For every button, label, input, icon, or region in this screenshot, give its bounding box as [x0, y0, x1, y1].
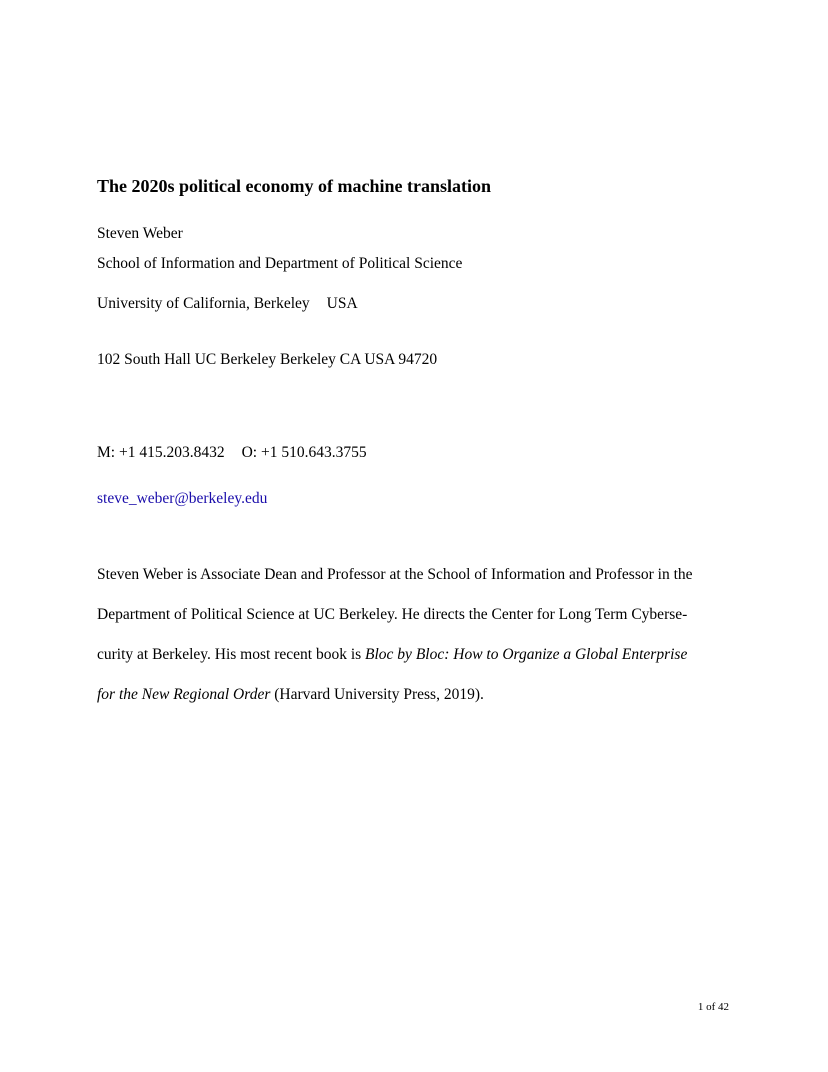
phone-numbers — [97, 443, 367, 463]
affiliation-university — [97, 294, 358, 314]
book-title: Bloc by Bloc: How to Organize a Global Enterprise — [365, 646, 688, 663]
author-bio — [97, 565, 737, 705]
book-title-continued: for the New Regional Order — [97, 686, 271, 703]
bio-line: Steven Weber is Associate Dean and Professor at the School of Information and Professor in the — [97, 566, 693, 583]
university-name: University of California, Berkeley — [97, 295, 310, 312]
paper-title: The 2020s political economy of machine translation — [97, 176, 491, 196]
bio-line: Department of Political Science at UC Berkeley. He directs the Center for Long Term Cyberse- — [97, 606, 688, 623]
publisher-note: (Harvard University Press, 2019). — [270, 686, 484, 703]
bio-line — [97, 645, 737, 685]
author-name: Steven Weber — [97, 225, 183, 242]
mobile-phone: M: +1 415.203.8432 — [97, 444, 225, 461]
email-link[interactable]: steve_weber@berkeley.edu — [97, 490, 268, 507]
bio-line — [97, 685, 737, 705]
postal-address: 102 South Hall UC Berkeley Berkeley CA USA 94720 — [97, 351, 438, 368]
affiliation-department: School of Information and Department of Political Science — [97, 255, 463, 272]
page-number: 1 of 42 — [697, 1001, 729, 1013]
bio-text: curity at Berkeley. His most recent book is — [97, 646, 366, 663]
office-phone: O: +1 510.643.3755 — [241, 444, 367, 461]
country-name: USA — [326, 295, 358, 312]
